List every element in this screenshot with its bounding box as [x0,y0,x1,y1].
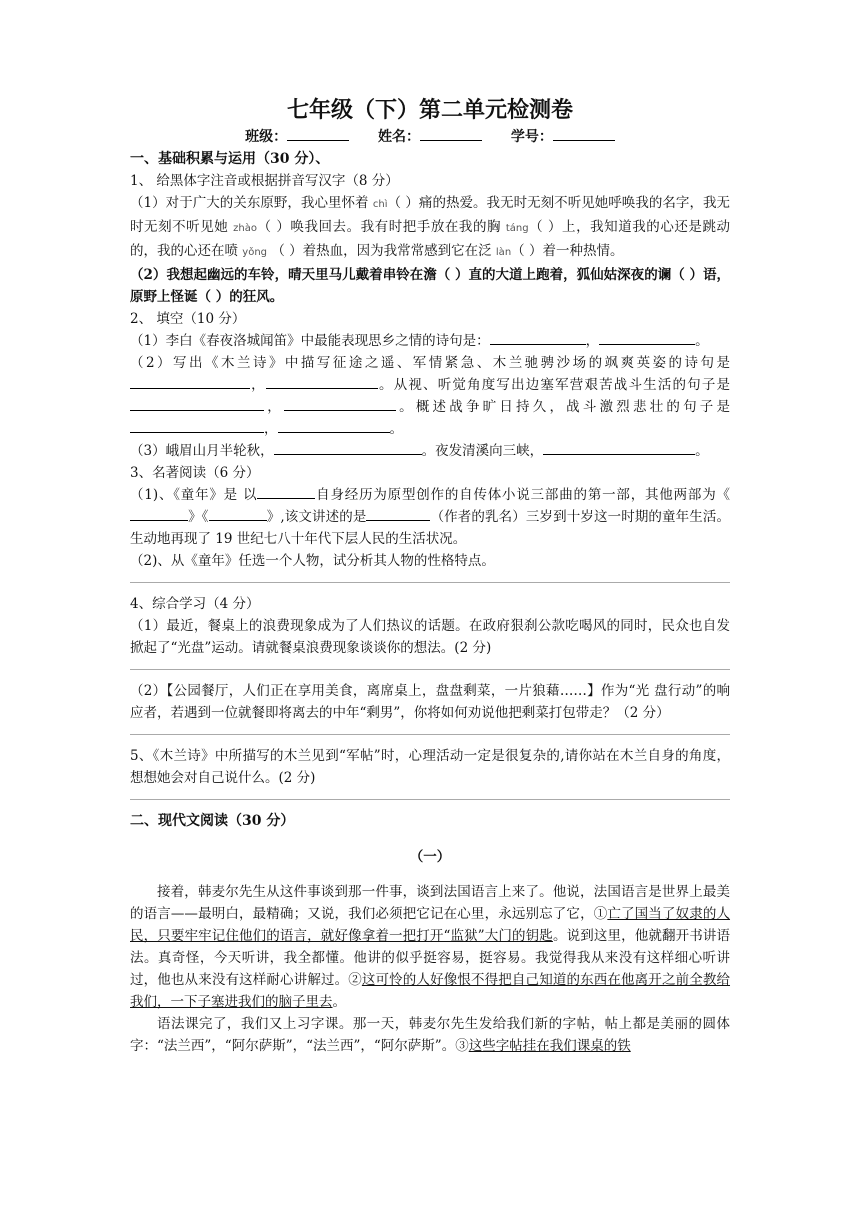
name-label: 姓名： [378,129,420,145]
section1-heading: 一、基础积累与运用（30 分）、 [130,151,330,167]
q3-line1: （1)、《童年》是 以 自身经历为原型创作的自传体小说三部曲的第一部，其他两部为《》《 》,该文讲述的是 （作者的乳名）三岁到十岁这一时期的童年生活。生动地再现了 19 世纪七八十年代下层人民的生活状况。 [130,484,730,550]
pinyin-chi: chì [372,199,388,210]
id-label: 学号： [510,129,553,145]
page-title: 七年级（下）第二单元检测卷 [286,98,573,123]
q1-part1: （1）对于广大的关东原野，我心里怀着 chì（ ）痛的热爱。我无时无刻不听见她呼唤我的名字，我无时无刻不听见她 zhào（ ）唤我回去。我有时把手放在我的胸 táng（ ）上，我知道我的心还是跳动的，我的心还在喷 yǒng （ ）着热血，因为我常常感到它在泛 làn（ ）着一种热情。 [130,195,730,259]
section2-heading: 二、现代文阅读（30 分） [130,813,295,829]
q2-line1: （1）李白《春夜洛城闻笛》中最能表现思乡之情的诗句是： ， 。 [130,330,730,352]
reading-subtitle: （一） [409,848,451,865]
class-label: 班级： [245,129,288,145]
q2-line3: （3）峨眉山月半轮秋， 。夜发清溪向三峡， 。 [130,440,730,462]
class-field[interactable] [245,129,349,145]
underlined-sentence-1: 亡了国当了奴隶的人民，只要牢牢记住他们的语言，就好像拿着一把打开“监狱”大门的钥匙 [130,906,731,944]
q1-heading: 1、 给黑体字注音或根据拼音写汉字（8 分） [130,173,399,189]
q1-part2: （2）我想起幽远的车铃，晴天里马儿戴着串铃在澹（ ）直的大道上跑着，狐仙姑深夜的谰（ ）语，原野上怪诞（ ）的狂风。 [130,267,730,305]
pinyin-tang: táng [505,223,529,234]
reading-paragraph-1: 接着，韩麦尔先生从这件事谈到那一件事，谈到法国语言上来了。他说，法国语言是世界上最美的语言——最明白，最精确；又说，我们必须把它记在心里，永远别忘了它，①亡了国当了奴隶的人民，只要牢牢记住他们的语言，就好像拿着一把打开“监狱”大门的钥匙。说到这里，他就翻开书讲语法。真奇怪，今天听讲，我全都懂。他讲的似乎挺容易，挺容易。我觉得我从来没有这样细心听讲过，他也从来没有这样耐心讲解过。②这可怜的人好像恨不得把自己知道的东西在他离开之前全教给我们，一下子塞进我们的脑子里去。 [130,884,731,1010]
answer-line [130,669,730,670]
name-field[interactable] [378,129,482,145]
reading-paragraph-2: 语法课完了，我们又上习字课。那一天，韩麦尔先生发给我们新的字帖，帖上都是美丽的圆体字：“法兰西”，“阿尔萨斯”，“法兰西”，“阿尔萨斯”。③这些字帖挂在我们课桌的铁 [130,1016,730,1054]
q4-line2: （2）【公园餐厅，人们正在享用美食，离席桌上，盘盘剩菜，一片狼藉……】作为“光 盘行动”的响应者，若遇到一位就餐即将离去的中年“剩男”，你将如何劝说他把剩菜打包带走？（2 分） [130,683,730,721]
answer-line [130,734,730,735]
q3-heading: 3、名著阅读（6 分） [130,465,260,481]
q4-heading: 4、综合学习（4 分） [130,596,260,612]
pinyin-yong: yǒng [242,247,268,258]
q4-line1: （1）最近，餐桌上的浪费现象成为了人们热议的话题。在政府狠刹公款吃喝风的同时，民众也自发掀起了“光盘”运动。请就餐桌浪费现象谈谈你的想法。(2 分) [130,618,730,656]
id-field[interactable] [511,129,615,145]
answer-line [130,582,730,583]
answer-line [130,799,730,800]
underlined-sentence-2: 这可怜的人好像恨不得把自己知道的东西在他离开之前全教给我们，一下子塞进我们的脑子里去 [130,972,731,1010]
q2-heading: 2、 填空（10 分） [130,311,246,327]
exam-page [130,96,730,1057]
q3-line2: （2)、从《童年》任选一个人物，试分析其人物的性格特点。 [130,553,495,569]
pinyin-zhao: zhào [233,223,257,234]
student-info-row [130,126,730,148]
q5-line1: 5、《木兰诗》中所描写的木兰见到“军帖”时，心理活动一定是很复杂的,请你站在木兰自身的角度，想想她会对自己说什么。(2 分) [130,748,730,786]
pinyin-lan: làn [495,247,512,258]
q2-line2: （2）写出《木兰诗》中描写征途之遥、军情紧急、木兰驰骋沙场的飒爽英姿的诗句是， 。从视、听觉角度写出边塞军营艰苦战斗生活的句子是， 。概述战争旷日持久，战斗激烈悲壮的句子是， 。 [130,355,731,437]
underlined-sentence-3: 这些字帖挂在我们课桌的铁 [468,1038,631,1054]
